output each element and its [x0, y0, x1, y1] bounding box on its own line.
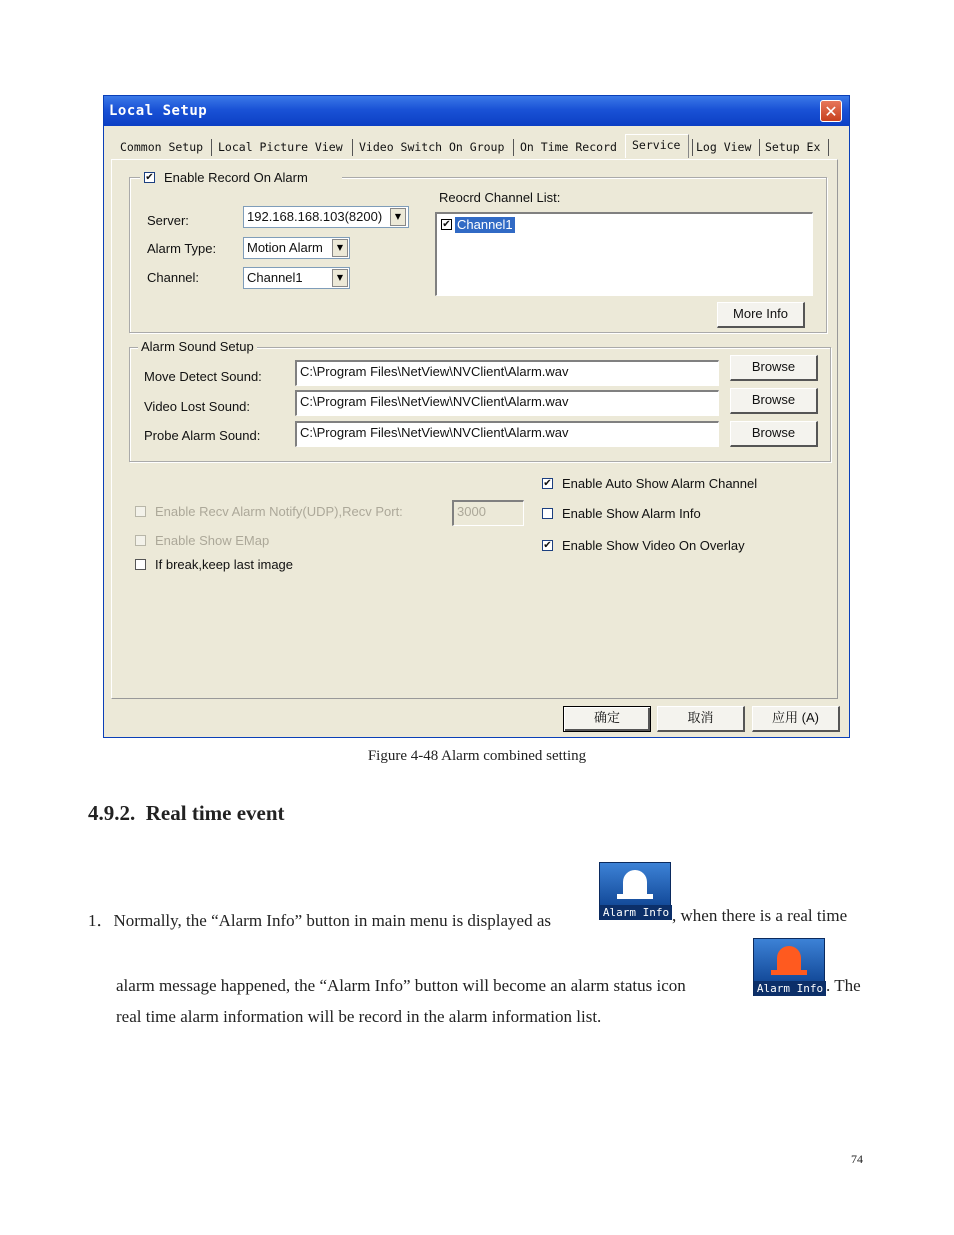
channel-value: Channel1 — [247, 270, 303, 285]
paragraph-line-2-suffix: . The — [826, 976, 861, 995]
show-emap-label: Enable Show EMap — [155, 533, 270, 548]
channel-label: Channel: — [147, 270, 200, 285]
cancel-button[interactable]: 取消 — [657, 706, 745, 732]
tab-log-view[interactable]: Log View — [696, 140, 752, 154]
keep-last-image-checkbox[interactable] — [135, 559, 146, 570]
page-number: 74 — [851, 1152, 863, 1166]
channel-list-label: Reocrd Channel List: — [439, 190, 561, 205]
paragraph-line-1-suffix: , when there is a real time — [672, 906, 848, 925]
tab-local-picture-view[interactable]: Local Picture View — [218, 140, 343, 154]
alarm-info-alarm-label: Alarm Info — [754, 981, 826, 996]
channel1-item[interactable]: Channel1 — [457, 217, 513, 232]
apply-button[interactable]: 应用 (A) — [752, 706, 840, 732]
enable-record-checkbox[interactable]: ✔ — [145, 172, 154, 183]
show-video-overlay-checkbox[interactable]: ✔ — [543, 540, 552, 551]
chevron-down-icon[interactable]: ▼ — [332, 239, 348, 257]
tab-on-time-record[interactable]: On Time Record — [520, 140, 617, 154]
show-emap-checkbox[interactable] — [135, 535, 146, 546]
siren-base — [771, 970, 807, 975]
recv-alarm-notify-label: Enable Recv Alarm Notify(UDP),Recv Port: — [155, 504, 403, 519]
show-alarm-info-label: Enable Show Alarm Info — [562, 506, 701, 521]
probe-alarm-sound-label: Probe Alarm Sound: — [144, 428, 261, 443]
probe-alarm-sound-path[interactable]: C:\Program Files\NetView\NVClient\Alarm.wav — [295, 421, 719, 447]
tab-video-switch-on-group[interactable]: Video Switch On Group — [359, 140, 505, 154]
local-setup-dialog — [103, 95, 850, 738]
siren-base — [617, 894, 653, 899]
server-select[interactable] — [243, 206, 409, 228]
siren-lamp-icon — [623, 870, 647, 896]
alarm-sound-legend: Alarm Sound Setup — [138, 339, 257, 354]
record-channel-list[interactable] — [435, 212, 813, 296]
channel1-checkbox[interactable]: ✔ — [442, 219, 451, 230]
section-heading: 4.9.2. Real time event — [88, 801, 285, 825]
move-detect-sound-path[interactable]: C:\Program Files\NetView\NVClient\Alarm.wav — [295, 360, 719, 386]
alarm-info-alarm-icon — [753, 938, 825, 996]
show-alarm-info-checkbox[interactable] — [542, 508, 553, 519]
alarm-type-label: Alarm Type: — [147, 241, 217, 256]
server-label: Server: — [147, 213, 189, 228]
tab-setup-ex[interactable]: Setup Ex — [765, 140, 821, 154]
paragraph-line-1-prefix: 1．Normally, the “Alarm Info” button in main menu is displayed as — [88, 911, 551, 930]
tab-separator — [692, 139, 693, 156]
auto-show-alarm-channel-label: Enable Auto Show Alarm Channel — [562, 476, 758, 491]
close-icon[interactable]: ✕ — [820, 100, 842, 122]
tab-separator — [828, 139, 829, 156]
auto-show-alarm-channel-checkbox[interactable]: ✔ — [543, 478, 552, 489]
more-info-button[interactable]: More Info — [717, 302, 805, 328]
recv-alarm-notify-checkbox[interactable] — [135, 506, 146, 517]
alarm-info-normal-label: Alarm Info — [600, 905, 672, 920]
video-lost-sound-path[interactable]: C:\Program Files\NetView\NVClient\Alarm.wav — [295, 390, 719, 416]
chevron-down-icon[interactable]: ▼ — [332, 269, 348, 287]
enable-record-label: Enable Record On Alarm — [164, 170, 308, 185]
chevron-down-icon[interactable]: ▼ — [390, 208, 406, 226]
ok-button[interactable]: 确定 — [563, 706, 651, 732]
browse-move-detect-button[interactable]: Browse — [730, 355, 818, 381]
tab-separator — [513, 139, 514, 156]
alarm-type-value: Motion Alarm — [247, 240, 323, 255]
dialog-titlebar[interactable] — [104, 96, 849, 126]
show-video-overlay-label: Enable Show Video On Overlay — [562, 538, 745, 553]
figure-caption: Figure 4-48 Alarm combined setting — [367, 748, 587, 764]
paragraph-line-2-prefix: alarm message happened, the “Alarm Info” button will become an alarm status icon — [116, 976, 686, 995]
paragraph-line-3: real time alarm information will be record in the alarm information list. — [116, 1007, 602, 1026]
browse-video-lost-button[interactable]: Browse — [730, 388, 818, 414]
tab-service[interactable]: Service — [632, 138, 681, 152]
tab-separator — [352, 139, 353, 156]
server-value: 192.168.168.103(8200) — [247, 209, 383, 224]
siren-lamp-icon — [777, 946, 801, 972]
browse-probe-alarm-button[interactable]: Browse — [730, 421, 818, 447]
dialog-title: Local Setup — [109, 103, 208, 119]
recv-port-field[interactable]: 3000 — [452, 500, 524, 526]
tab-separator — [759, 139, 760, 156]
move-detect-sound-label: Move Detect Sound: — [144, 369, 262, 384]
tab-common-setup[interactable]: Common Setup — [120, 140, 204, 154]
alarm-info-normal-icon — [599, 862, 671, 920]
keep-last-image-label: If break,keep last image — [155, 557, 294, 572]
video-lost-sound-label: Video Lost Sound: — [144, 399, 251, 414]
tab-separator — [211, 139, 212, 156]
